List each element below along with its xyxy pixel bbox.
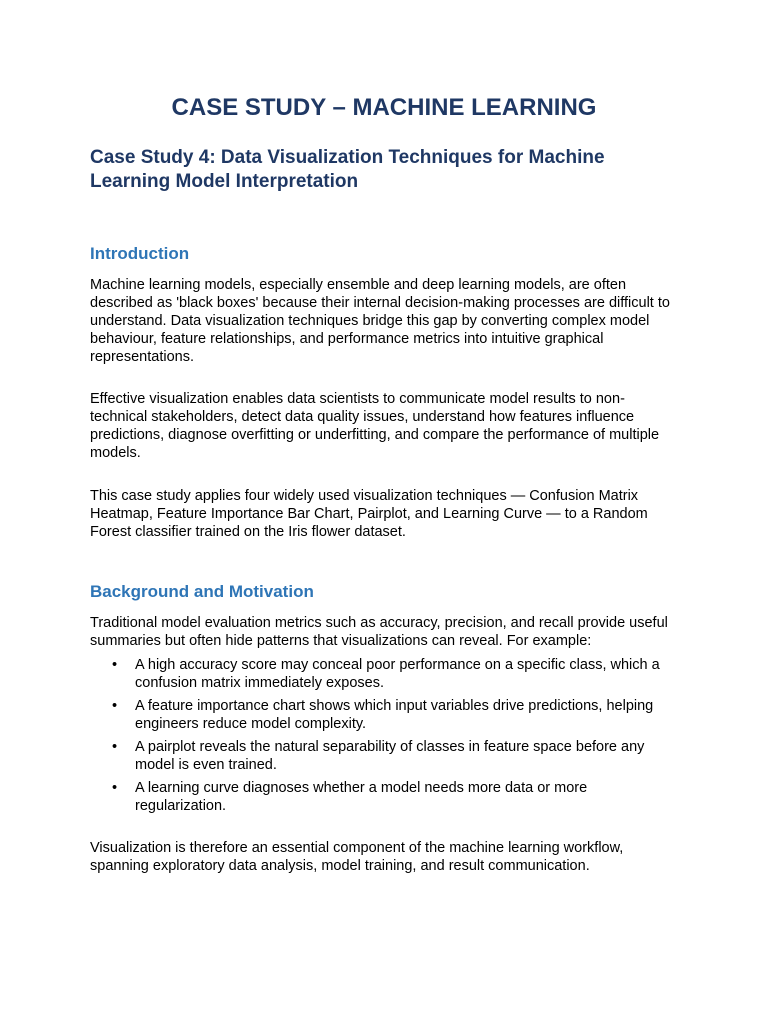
background-heading: Background and Motivation xyxy=(90,582,314,601)
bullet-icon: • xyxy=(112,698,118,714)
list-item-text: A learning curve diagnoses whether a model needs more data or more regularization. xyxy=(135,780,588,814)
list-item-text: A pairplot reveals the natural separability of classes in feature space before any model is even trained. xyxy=(135,739,645,773)
background-intro-paragraph: Traditional model evaluation metrics such as accuracy, precision, and recall provide useful summaries but often hide patterns that visualizations can reveal. For example: xyxy=(90,615,668,649)
list-item-text: A feature importance chart shows which input variables drive predictions, helping engineers reduce model complexity. xyxy=(135,698,654,732)
document-title: CASE STUDY – MACHINE LEARNING xyxy=(171,94,597,121)
bullet-icon: • xyxy=(112,739,118,755)
list-item xyxy=(90,738,680,774)
bullet-icon: • xyxy=(112,657,118,673)
list-item xyxy=(90,697,680,733)
case-study-title: Case Study 4: Data Visualization Techniques for Machine Learning Model Interpretation xyxy=(90,147,605,192)
introduction-paragraph-3: This case study applies four widely used visualization techniques — Confusion Matrix Heatmap, Feature Importance Bar Chart, Pairplot, and Learning Curve — to a Random Forest classifier trained on the Iris flower dataset. xyxy=(90,488,648,540)
list-item xyxy=(90,656,680,692)
background-conclusion-paragraph: Visualization is therefore an essential component of the machine learning workflow, spanning exploratory data analysis, model training, and result communication. xyxy=(90,840,624,874)
introduction-paragraph-1: Machine learning models, especially ensemble and deep learning models, are often described as 'black boxes' because their internal decision-making processes are difficult to understand. Data visualization techniques bridge this gap by converting complex model behaviour, feature relationships, and performance metrics into intuitive graphical representations. xyxy=(90,277,670,365)
list-item-text: A high accuracy score may conceal poor performance on a specific class, which a confusion matrix immediately exposes. xyxy=(135,657,660,691)
introduction-heading: Introduction xyxy=(90,244,190,263)
introduction-paragraph-2: Effective visualization enables data scientists to communicate model results to non-technical stakeholders, detect data quality issues, understand how features influence predictions, diagnose overfitting or underfitting, and compare the performance of multiple models. xyxy=(90,391,660,461)
list-item xyxy=(90,779,680,815)
bullet-icon: • xyxy=(112,780,118,796)
background-bullet-list xyxy=(90,656,680,820)
